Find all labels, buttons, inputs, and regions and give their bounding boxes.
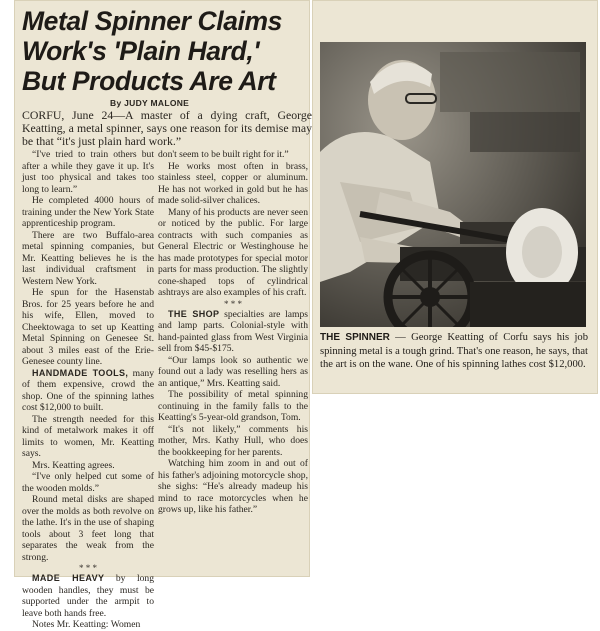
headline-line-3: But Products Are Art bbox=[22, 66, 276, 96]
paragraph-text: specialties are lamps and lamp parts. Colonial-style with hand-painted glass from West Virginia sell from $45-$175. bbox=[158, 308, 308, 354]
paragraph: The strength needed for this kind of metalwork makes it off limits to women, Mr. Keatting says. bbox=[22, 413, 154, 459]
subhead-lead: MADE HEAVY bbox=[32, 573, 105, 583]
caption-lead: THE SPINNER bbox=[320, 332, 390, 343]
photo-caption bbox=[320, 331, 588, 372]
subhead-paragraph bbox=[158, 309, 308, 355]
paragraph: The possibility of metal spinning continuing in the family falls to the Keatting's 5-year-old grandson, Tom. bbox=[158, 389, 308, 423]
paragraph: Notes Mr. Keatting: Women bbox=[32, 619, 141, 630]
paragraph: “I've tried to train others but after a while they gave it up. It's just too physical and takes too long to learn.” bbox=[22, 149, 154, 195]
subhead-paragraph bbox=[22, 368, 154, 414]
paragraph: Mrs. Keatting agrees. bbox=[32, 459, 115, 471]
paragraph: He completed 4000 hours of training under the New York State apprenticeship program. bbox=[22, 195, 154, 229]
photo-illustration bbox=[320, 42, 586, 327]
paragraph: Round metal disks are shaped over the molds as both revolve on the lathe. It's in the use of shaping tools about 3 feet long that separates the weak from the strong. bbox=[22, 494, 154, 563]
paragraph: “It's not likely,” comments his mother, Mrs. Kathy Hull, who does the bookkeeping for her parents. bbox=[158, 423, 308, 458]
paragraph: He spun for the Hasenstab Bros. for 25 years before he and his wife, Ellen, moved to Cheektowaga to set up Keatting Metal Spinning on Genesee St. about 3 miles east of the Erie-Genesee county line. bbox=[22, 287, 154, 367]
photo-metal-spinner bbox=[320, 42, 586, 327]
paragraph-text: by long wooden handles, they must be supported under the armpit to leave both hands free. bbox=[22, 573, 155, 619]
paragraph: Many of his products are never seen or noticed by the public. For large contracts with such companies as General Electric or Westinghouse he has made prototypes for special motor parts for mass production. The slightly cone-shaped tops of cylindrical ashtrays are also examples of his craft. bbox=[158, 206, 308, 298]
caption-text: — George Keatting of Corfu says his job spinning metal is a tough grind. That's one reason, he says, that the art is on the wane. One of his spinning lathes cost $12,000. bbox=[320, 332, 588, 370]
section-divider: * * * bbox=[79, 563, 97, 573]
paragraph: He works most often in brass, stainless steel, copper or aluminum. He has not worked in gold but he has made solid-silver chalices. bbox=[158, 160, 308, 206]
paragraph: Watching him zoom in and out of his father's adjoining motorcycle shop, she sighs: “He's already madeup his mind to race motorcycles when he grows up, like his father.” bbox=[158, 458, 308, 515]
paragraph: “I've only helped cut some of the wooden molds.” bbox=[22, 471, 154, 494]
headline-line-1: Metal Spinner Claims bbox=[22, 6, 283, 36]
paragraph: “Our lamps look so authentic we found out a lady was reselling hers as an antique,” Mrs. Keatting said. bbox=[158, 354, 308, 389]
subhead-lead: THE SHOP bbox=[168, 308, 220, 319]
section-divider: * * * bbox=[224, 298, 242, 309]
subhead-paragraph bbox=[22, 573, 154, 619]
paragraph-text: many of them expensive, crowd the shop. One of the spinning lathes cost $12,000 to built. bbox=[22, 367, 154, 413]
headline bbox=[22, 6, 312, 96]
subhead-lead: HANDMADE TOOLS, bbox=[32, 367, 129, 378]
paragraph: don't seem to be built right for it.” bbox=[158, 149, 289, 160]
lead-paragraph: CORFU, June 24—A master of a dying craft, George Keatting, a metal spinner, says one reason for its demise may be that “it's just plain hard work.” bbox=[22, 108, 312, 148]
byline: By JUDY MALONE bbox=[110, 98, 190, 108]
paragraph: There are two Buffalo-area metal spinning companies, but Mr. Keatting believes he is the last individual craftsment in Western New York. bbox=[22, 229, 154, 287]
article-column-2 bbox=[158, 149, 308, 516]
headline-line-2: Work's 'Plain Hard,' bbox=[22, 36, 260, 66]
article-column-1 bbox=[22, 149, 154, 631]
